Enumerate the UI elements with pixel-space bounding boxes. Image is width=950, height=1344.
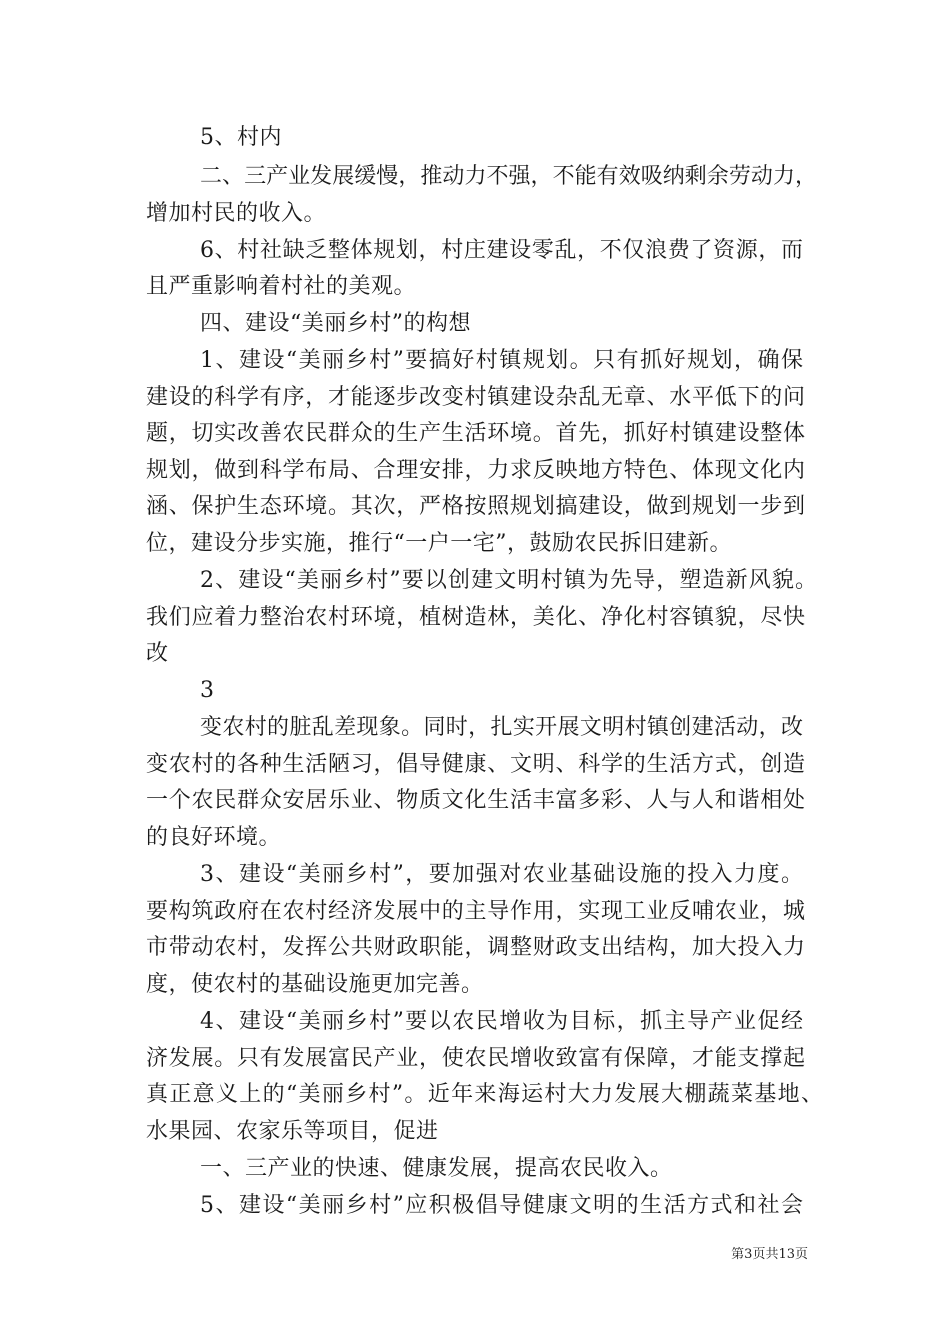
text-line: 3、建设“美丽乡村”，要加强对农业基础设施的投入力度。 [200,862,805,887]
text-line: 度，使农村的基础设施更加完善。 [146,972,484,997]
text-line: 且严重影响着村社的美观。 [146,274,417,299]
text-line: 真正意义上的“美丽乡村”。近年来海运村大力发展大棚蔬菜基地、 [146,1082,825,1107]
text-line: 位，建设分步实施，推行“一户一宅”，鼓励农民拆旧建新。 [146,531,732,556]
text-line: 3 [200,678,215,703]
text-line: 水果园、农家乐等项目，促进 [146,1119,439,1144]
text-line: 一个农民群众安居乐业、物质文化生活丰富多彩、人与人和谐相处 [146,788,806,813]
text-line: 涵、保护生态环境。其次，严格按照规划搞建设，做到规划一步到 [146,494,806,519]
text-line: 题，切实改善农民群众的生产生活环境。首先，抓好村镇建设整体 [146,421,806,446]
text-line: 5、建设“美丽乡村”应积极倡导健康文明的生活方式和社会 [200,1193,805,1218]
text-line: 6、村社缺乏整体规划，村庄建设零乱，不仅浪费了资源，而 [200,238,804,263]
text-line: 规划，做到科学布局、合理安排，力求反映地方特色、体现文化内 [146,458,806,483]
text-line: 增加村民的收入。 [146,201,327,226]
text-line: 的良好环境。 [146,825,282,850]
text-line: 变农村的各种生活陋习，倡导健康、文明、科学的生活方式，创造 [146,752,806,777]
text-line: 二、三产业发展缓慢，推动力不强，不能有效吸纳剩余劳动力， [200,164,818,189]
text-line: 4、建设“美丽乡村”要以农民增收为目标，抓主导产业促经 [200,1009,805,1034]
text-line: 四、建设“美丽乡村”的构想 [200,311,471,336]
page-footer: 第3页共13页 [731,1247,808,1262]
text-line: 一、三产业的快速、健康发展，提高农民收入。 [200,1156,673,1181]
text-line: 我们应着力整治农村环境，植树造林，美化、净化村容镇貌，尽快 [146,605,806,630]
text-line: 改 [146,641,169,666]
text-line: 5、村内 [200,125,282,150]
text-line: 1、建设“美丽乡村”要搞好村镇规划。只有抓好规划，确保 [200,348,805,373]
text-line: 要构筑政府在农村经济发展中的主导作用，实现工业反哺农业，城 [146,899,806,924]
text-line: 2、建设“美丽乡村”要以创建文明村镇为先导，塑造新风貌。 [200,568,819,593]
text-line: 济发展。只有发展富民产业，使农民增收致富有保障，才能支撑起 [146,1046,806,1071]
text-line: 市带动农村，发挥公共财政职能，调整财政支出结构，加大投入力 [146,935,806,960]
text-line: 建设的科学有序，才能逐步改变村镇建设杂乱无章、水平低下的问 [146,385,806,410]
text-line: 变农村的脏乱差现象。同时，扎实开展文明村镇创建活动，改 [200,715,804,740]
